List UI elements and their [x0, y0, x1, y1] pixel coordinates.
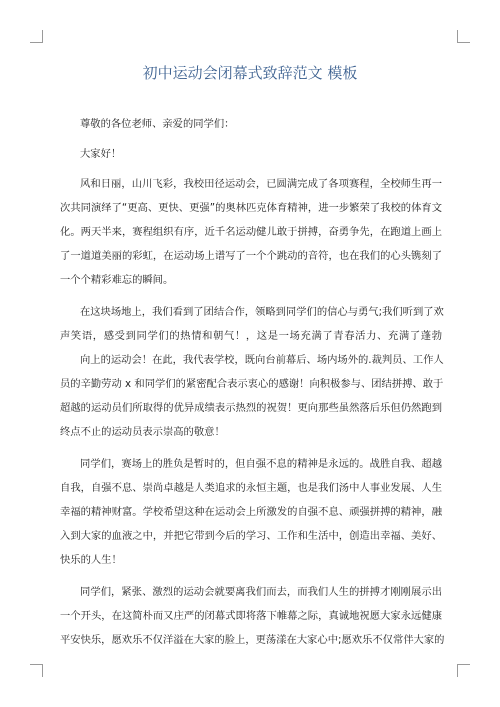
paragraph-line: 风和日丽，山川飞彩，我校田径运动会，已圆满完成了各项赛程，全校师生再一	[80, 178, 442, 190]
paragraph-line: 同学们，紧张、激烈的运动会就要离我们而去，而我们人生的拼搏才刚刚展示出	[80, 586, 442, 598]
paragraph-2	[60, 300, 442, 444]
greeting: 尊敬的各位老师、亲爱的同学们：	[80, 118, 235, 130]
paragraph-line: 一个个精彩难忘的瞬间。	[60, 274, 174, 286]
paragraph-line: 快乐的人生！	[60, 554, 122, 566]
paragraph-line: 在这块场地上，我们看到了团结合作，领略到同学们的信心与勇气;我们听到了欢	[80, 306, 444, 318]
paragraph-1	[60, 172, 442, 292]
document-title: 初中运动会闭幕式致辞范文 模板	[142, 64, 358, 82]
paragraph-line: 声笑语，感受到同学们的热情和朝气！，这是一场充满了青春活力、充满了蓬勃	[60, 330, 442, 342]
paragraph-line: 员的辛勤劳动 x 和同学们的紧密配合表示衷心的感谢！向积极参与、团结拼搏、敢于	[60, 378, 444, 390]
paragraph-line: 向上的运动会！在此，我代表学校，既向台前幕后、场内场外的.裁判员、工作人	[80, 354, 444, 366]
paragraph-line: 自我，自强不息、崇尚卓越是人类追求的永恒主题，也是我们汤中人事业发展、人生	[60, 482, 442, 494]
paragraph-line: 终点不止的运动员表示崇高的敬意！	[60, 426, 225, 438]
paragraph-line: 次共同演绎了“更高、更快、更强”的奥林匹克体育精神，进一步繁荣了我校的体育文	[60, 202, 442, 214]
salutation: 大家好！	[80, 148, 122, 160]
paragraph-line: 一个开头，在这简朴而又庄严的闭幕式即将落下帷幕之际，真诚地祝愿大家永远健康	[60, 610, 442, 622]
paragraph-3	[60, 452, 442, 572]
paragraph-line: 了一道道美丽的彩虹，在运动场上谱写了一个个跳动的音符，也在我们的心头镌刻了	[60, 250, 442, 262]
crop-mark-top-left	[30, 30, 43, 43]
paragraph-line: 平安快乐，愿欢乐不仅洋溢在大家的脸上，更荡漾在大家心中;愿欢乐不仅常伴大家的	[60, 634, 445, 646]
paragraph-4	[60, 580, 445, 652]
paragraph-line: 幸福的精神财富。学校希望这种在运动会上所激发的自强不息、顽强拼搏的精神，融	[60, 506, 442, 518]
document-body	[60, 112, 445, 652]
crop-mark-bottom-left	[30, 664, 43, 677]
paragraph-line: 化。两天半来，赛程组织有序，近千名运动健儿敢于拼搏，奋勇争先，在跑道上画上	[60, 226, 442, 238]
crop-mark-bottom-right	[457, 664, 470, 677]
paragraph-line: 超越的运动员们所取得的优异成绩表示热烈的祝贺！更向那些虽然落后乐但仍然跑到	[60, 402, 442, 414]
paragraph-line: 入到大家的血液之中，并把它带到今后的学习、工作和生活中，创造出幸福、美好、	[60, 530, 442, 542]
paragraph-line: 同学们，赛场上的胜负是暂时的，但自强不息的精神是永远的。战胜自我、超越	[80, 458, 442, 470]
crop-mark-top-right	[457, 30, 470, 43]
